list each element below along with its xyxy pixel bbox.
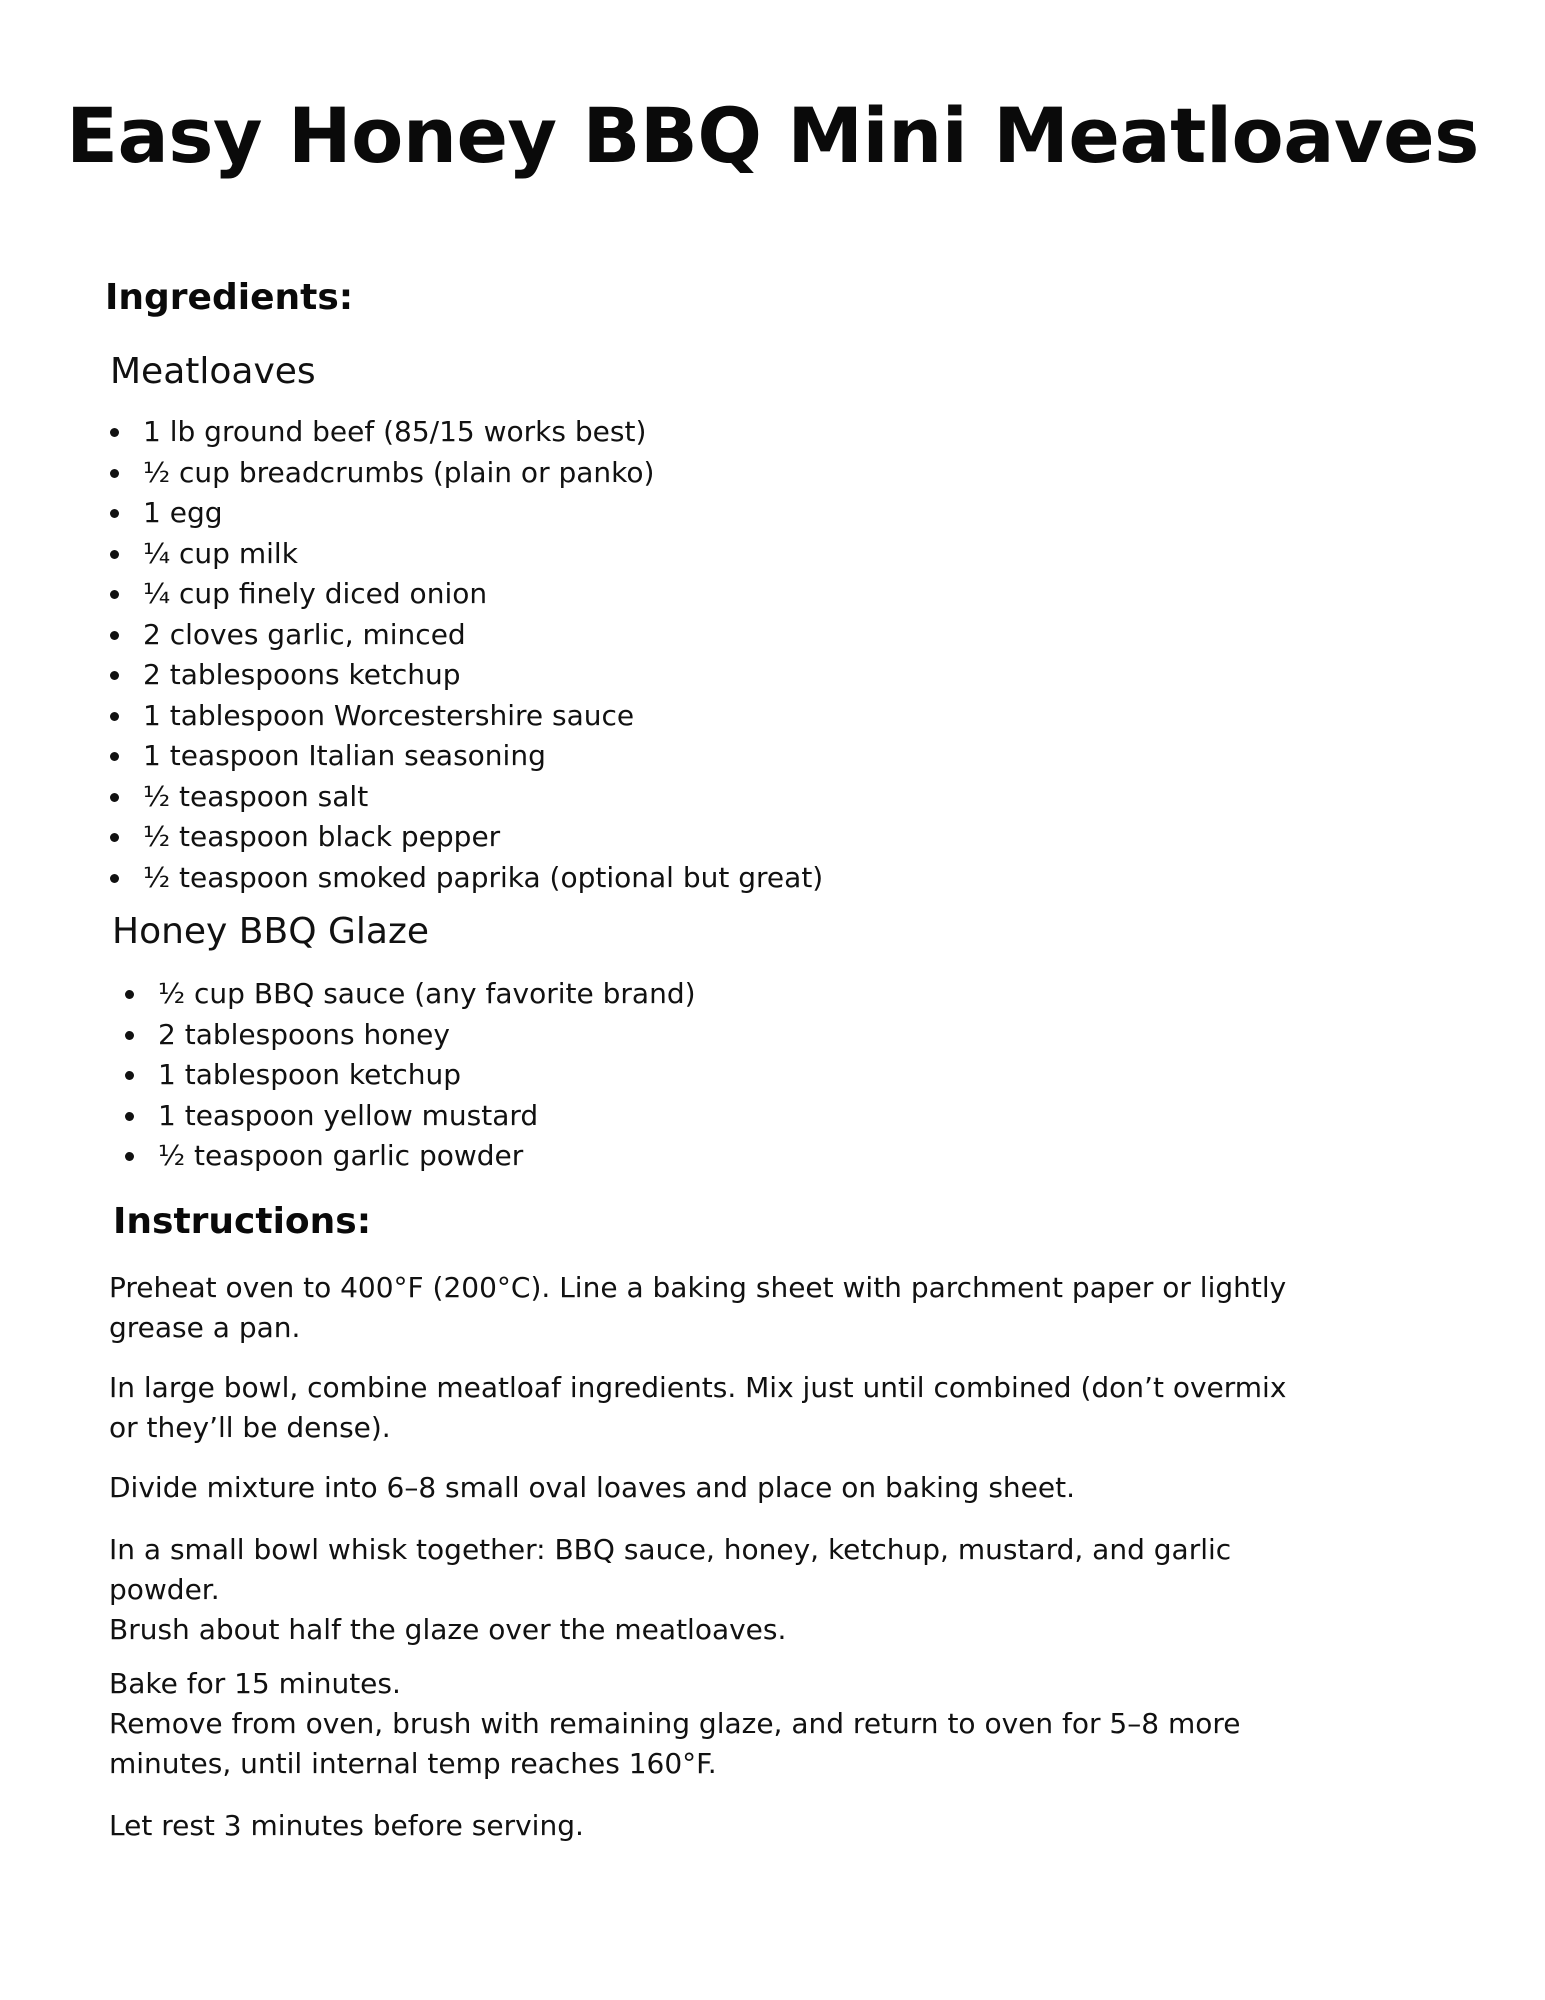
instruction-step-text: In a small bowl whisk together: BBQ sauce, honey, ketchup, mustard, and garlic powder. [109,1533,1232,1606]
instruction-step-text: In large bowl, combine meatloaf ingredients. Mix just until combined (don’t overmix or they’ll be dense). [109,1371,1287,1444]
list-item: 2 tablespoons ketchup [110,655,823,696]
glaze-subheading: Honey BBQ Glaze [112,911,429,952]
list-item: ¼ cup finely diced onion [110,574,823,615]
list-item: 2 tablespoons honey [125,1015,696,1056]
instruction-step-text: Remove from oven, brush with remaining glaze, and return to oven for 5–8 more minutes, until internal temp reaches 160°F. [109,1707,1241,1780]
recipe-title: Easy Honey BBQ Mini Meatloaves [66,91,1479,180]
list-item: ½ teaspoon salt [110,777,823,818]
instruction-step-text: Brush about half the glaze over the meatloaves. [109,1613,787,1646]
ingredients-heading: Ingredients: [105,277,354,318]
list-item: 1 lb ground beef (85/15 works best) [110,412,823,453]
list-item: ½ cup BBQ sauce (any favorite brand) [125,974,696,1015]
instruction-step-text: Divide mixture into 6–8 small oval loaves and place on baking sheet. [109,1471,1075,1504]
list-item: ½ teaspoon garlic powder [125,1136,696,1177]
meatloaves-ingredient-list [110,412,823,898]
instruction-step [109,1530,1319,1650]
instruction-step [109,1664,1319,1784]
list-item: 1 tablespoon ketchup [125,1055,696,1096]
instruction-step [109,1368,1319,1448]
instruction-step [109,1468,1319,1508]
list-item: ½ teaspoon smoked paprika (optional but great) [110,858,823,899]
list-item: 1 teaspoon yellow mustard [125,1096,696,1137]
instruction-step-text: Preheat oven to 400°F (200°C). Line a baking sheet with parchment paper or lightly grease a pan. [109,1271,1287,1344]
list-item: 2 cloves garlic, minced [110,615,823,656]
instruction-step [109,1806,1319,1846]
list-item: 1 tablespoon Worcestershire sauce [110,696,823,737]
list-item: 1 teaspoon Italian seasoning [110,736,823,777]
list-item: ½ cup breadcrumbs (plain or panko) [110,453,823,494]
instructions-heading: Instructions: [113,1201,372,1242]
instruction-step-text: Let rest 3 minutes before serving. [109,1809,584,1842]
list-item: 1 egg [110,493,823,534]
list-item: ½ teaspoon black pepper [110,817,823,858]
glaze-ingredient-list [125,974,696,1177]
instruction-step [109,1268,1319,1348]
meatloaves-subheading: Meatloaves [110,351,316,392]
list-item: ¼ cup milk [110,534,823,575]
instruction-step-text: Bake for 15 minutes. [109,1667,401,1700]
